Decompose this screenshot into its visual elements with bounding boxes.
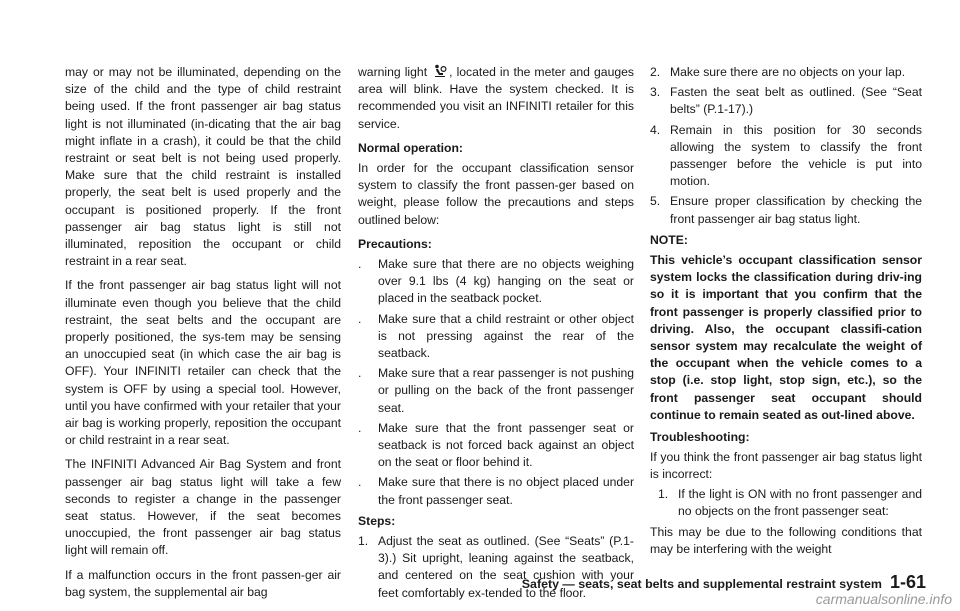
list-item-text: Make sure that there is no object placed under the front passenger seat.	[378, 475, 634, 507]
bullet: .	[358, 366, 362, 381]
heading-note: NOTE:	[650, 232, 688, 247]
list-item	[358, 474, 634, 508]
heading-precautions: Precautions:	[358, 236, 432, 251]
paragraph: If the front passenger air bag status light will not illuminate even though you believe that the child restraint, the seat belts and the occupant are properly positioned, the sys-tem may be sensing an unoccupied seat (in which case the air bag is OFF). Your INFINITI retailer can check that the system is OFF by using a special tool. However, until you have confirmed with your retailer that your air bag is working properly, reposition the occupant or child restraint in a rear seat.	[65, 278, 341, 448]
steps-list-continued	[650, 64, 922, 228]
precautions-list	[358, 256, 634, 509]
list-item-text: Make sure that a child restraint or other object is not pressing against the rear of the seatback.	[378, 311, 634, 361]
list-item-text: Fasten the seat belt as outlined. (See “Seat belts” (P.1-17).)	[670, 85, 922, 117]
step-number: 3.	[650, 85, 661, 100]
paragraph: In order for the occupant classification sensor system to classify the front passen-ger based on weight, please follow the precautions and steps outlined below:	[358, 161, 634, 227]
list-item-text: Make sure that there are no objects weighing over 9.1 lbs (4 kg) hanging on the seat or placed in the seatback pocket.	[378, 257, 634, 306]
list-item	[650, 122, 922, 191]
paragraph: The INFINITI Advanced Air Bag System and front passenger air bag status light will take a few seconds to register a change in the passenger seat status. However, if the seat becomes unoccupied, the front passenger air bag status light will remain off.	[65, 457, 341, 558]
note-text: This vehicle’s occupant classification sensor system locks the classification during driv-ing so it is important that you confirm that the front passenger is properly classified prior to driving. Also, the occupant classifi-cation sensor system may recalculate the weight of the occupant when the vehicle comes to a stop (i.e. stop light, stop sign, etc.), so the front passenger seat occupant should continue to remain seated as out-lined above.	[650, 253, 922, 422]
section-title: Safety — seats, seat belts and supplemental restraint system	[521, 577, 882, 591]
list-item	[358, 311, 634, 363]
troubleshooting-list	[650, 486, 922, 520]
heading-steps: Steps:	[358, 513, 396, 528]
list-item-text: Make sure there are no objects on your lap.	[670, 65, 906, 79]
step-number: 1.	[358, 534, 369, 549]
list-item-text: Make sure that a rear passenger is not pushing or pulling on the back of the front passenger seat.	[378, 366, 634, 415]
heading-normal-operation: Normal operation:	[358, 140, 463, 155]
watermark: carmanualsonline.info	[815, 591, 952, 607]
bullet: .	[358, 475, 362, 490]
airbag-warning-icon	[433, 64, 447, 78]
bullet: .	[358, 420, 362, 435]
text: warning light	[358, 65, 428, 79]
list-item	[358, 365, 634, 417]
list-item	[650, 84, 922, 118]
paragraph: If a malfunction occurs in the front passen-ger air bag system, the supplemental air bag	[65, 567, 341, 599]
column-2	[358, 64, 634, 606]
list-item-text: Adjust the seat as outlined. (See “Seats” (P.1-3).) Sit upright, leaning against the seatback, and centered on the seat cushion with your feet comfortably ex-tended to the floor.	[378, 534, 634, 600]
list-item-text: Make sure that the front passenger seat or seatback is not forced back against an object on the seat or floor behind it.	[378, 420, 634, 470]
paragraph: This may be due to the following conditions that may be interfering with the weight	[650, 525, 922, 557]
step-number: 2.	[650, 65, 661, 79]
bullet: .	[358, 311, 362, 326]
paragraph: If you think the front passenger air bag status light is incorrect:	[650, 450, 922, 482]
list-item	[650, 486, 922, 520]
page-number: 1-61	[889, 572, 926, 592]
step-number: 5.	[650, 194, 661, 209]
step-number: 1.	[658, 486, 669, 501]
column-3	[650, 64, 922, 565]
list-item	[650, 193, 922, 227]
column-1	[65, 64, 341, 608]
list-item-text: If the light is ON with no front passenger and no objects on the front passenger seat:	[678, 486, 922, 518]
paragraph: may or may not be illuminated, depending on the size of the child and the type of child restraint being used. If the front passenger air bag status light is not illuminated (in-dicating that the air bag might inflate in a crash), it could be that the child restraint or seat belt is not being used properly. Make sure that the child restraint is installed properly, the seat belt is used properly and the occupant is positioned properly. If the front passenger air bag status light is still not illuminated, reposition the occupant or child restraint in a rear seat.	[65, 65, 341, 269]
bullet: .	[358, 257, 362, 272]
list-item	[650, 64, 922, 81]
text: , located in the meter and gauges area will blink. Have the system checked. It is recommended you visit an INFINITI retailer for this service.	[358, 65, 634, 131]
heading-troubleshooting: Troubleshooting:	[650, 430, 750, 445]
list-item-text: Ensure proper classification by checking the front passenger air bag status light.	[670, 194, 922, 226]
step-number: 4.	[650, 122, 661, 137]
list-item	[358, 256, 634, 308]
page-footer	[522, 572, 926, 593]
list-item-text: Remain in this position for 30 seconds allowing the system to classify the front passenger before the vehicle is put into motion.	[670, 122, 922, 189]
list-item	[358, 420, 634, 472]
paragraph	[358, 64, 634, 133]
